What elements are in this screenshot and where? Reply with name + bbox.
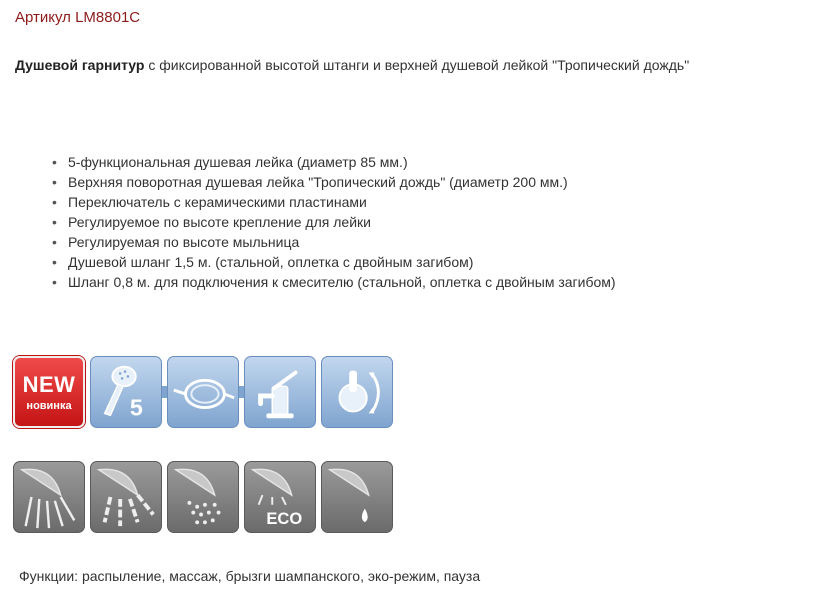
feature-item: • Шланг 0,8 м. для подключения к смесителю (стальной, оплетка с двойным загибом) xyxy=(52,272,616,292)
new-badge-text: NEW xyxy=(22,372,76,397)
feature-item: • 5-функциональная душевая лейка (диаметр 85 мм.) xyxy=(52,152,616,172)
ceramic-switch-icon xyxy=(321,356,393,428)
feature-item: • Переключатель с керамическими пластинами xyxy=(52,192,616,212)
champagne-mode-icon xyxy=(167,461,239,533)
product-description-rest: с фиксированной высотой штанги и верхней душевой лейкой "Тропический дождь" xyxy=(144,57,690,73)
feature-item: • Регулируемая по высоте мыльница xyxy=(52,232,616,252)
mixer-faucet-icon xyxy=(244,356,316,428)
eco-mode-icon xyxy=(244,461,316,533)
new-badge-subtext: новинка xyxy=(26,400,72,412)
pause-mode-icon xyxy=(321,461,393,533)
function-icons-row xyxy=(13,461,403,533)
feature-item: • Душевой шланг 1,5 м. (стальной, оплетка с двойным загибом) xyxy=(52,252,616,272)
feature-item: • Верхняя поворотная душевая лейка "Тропический дождь" (диаметр 200 мм.) xyxy=(52,172,616,192)
five-functions-label: 5 xyxy=(129,394,143,421)
hand-shower-5-icon xyxy=(90,356,162,428)
article-number: Артикул LM8801C xyxy=(15,9,141,26)
spray-mode-icon xyxy=(13,461,85,533)
hose-icon xyxy=(167,356,239,428)
product-name: Душевой гарнитур xyxy=(15,57,145,73)
massage-mode-icon xyxy=(90,461,162,533)
feature-item: • Регулируемое по высоте крепление для лейки xyxy=(52,212,616,232)
product-description xyxy=(15,57,689,73)
new-badge-icon xyxy=(13,356,85,428)
feature-icons-row xyxy=(13,356,403,428)
eco-label: ECO xyxy=(266,509,303,529)
feature-list xyxy=(52,152,616,292)
functions-caption: Функции: распыление, массаж, брызги шампанского, эко-режим, пауза xyxy=(19,568,481,584)
